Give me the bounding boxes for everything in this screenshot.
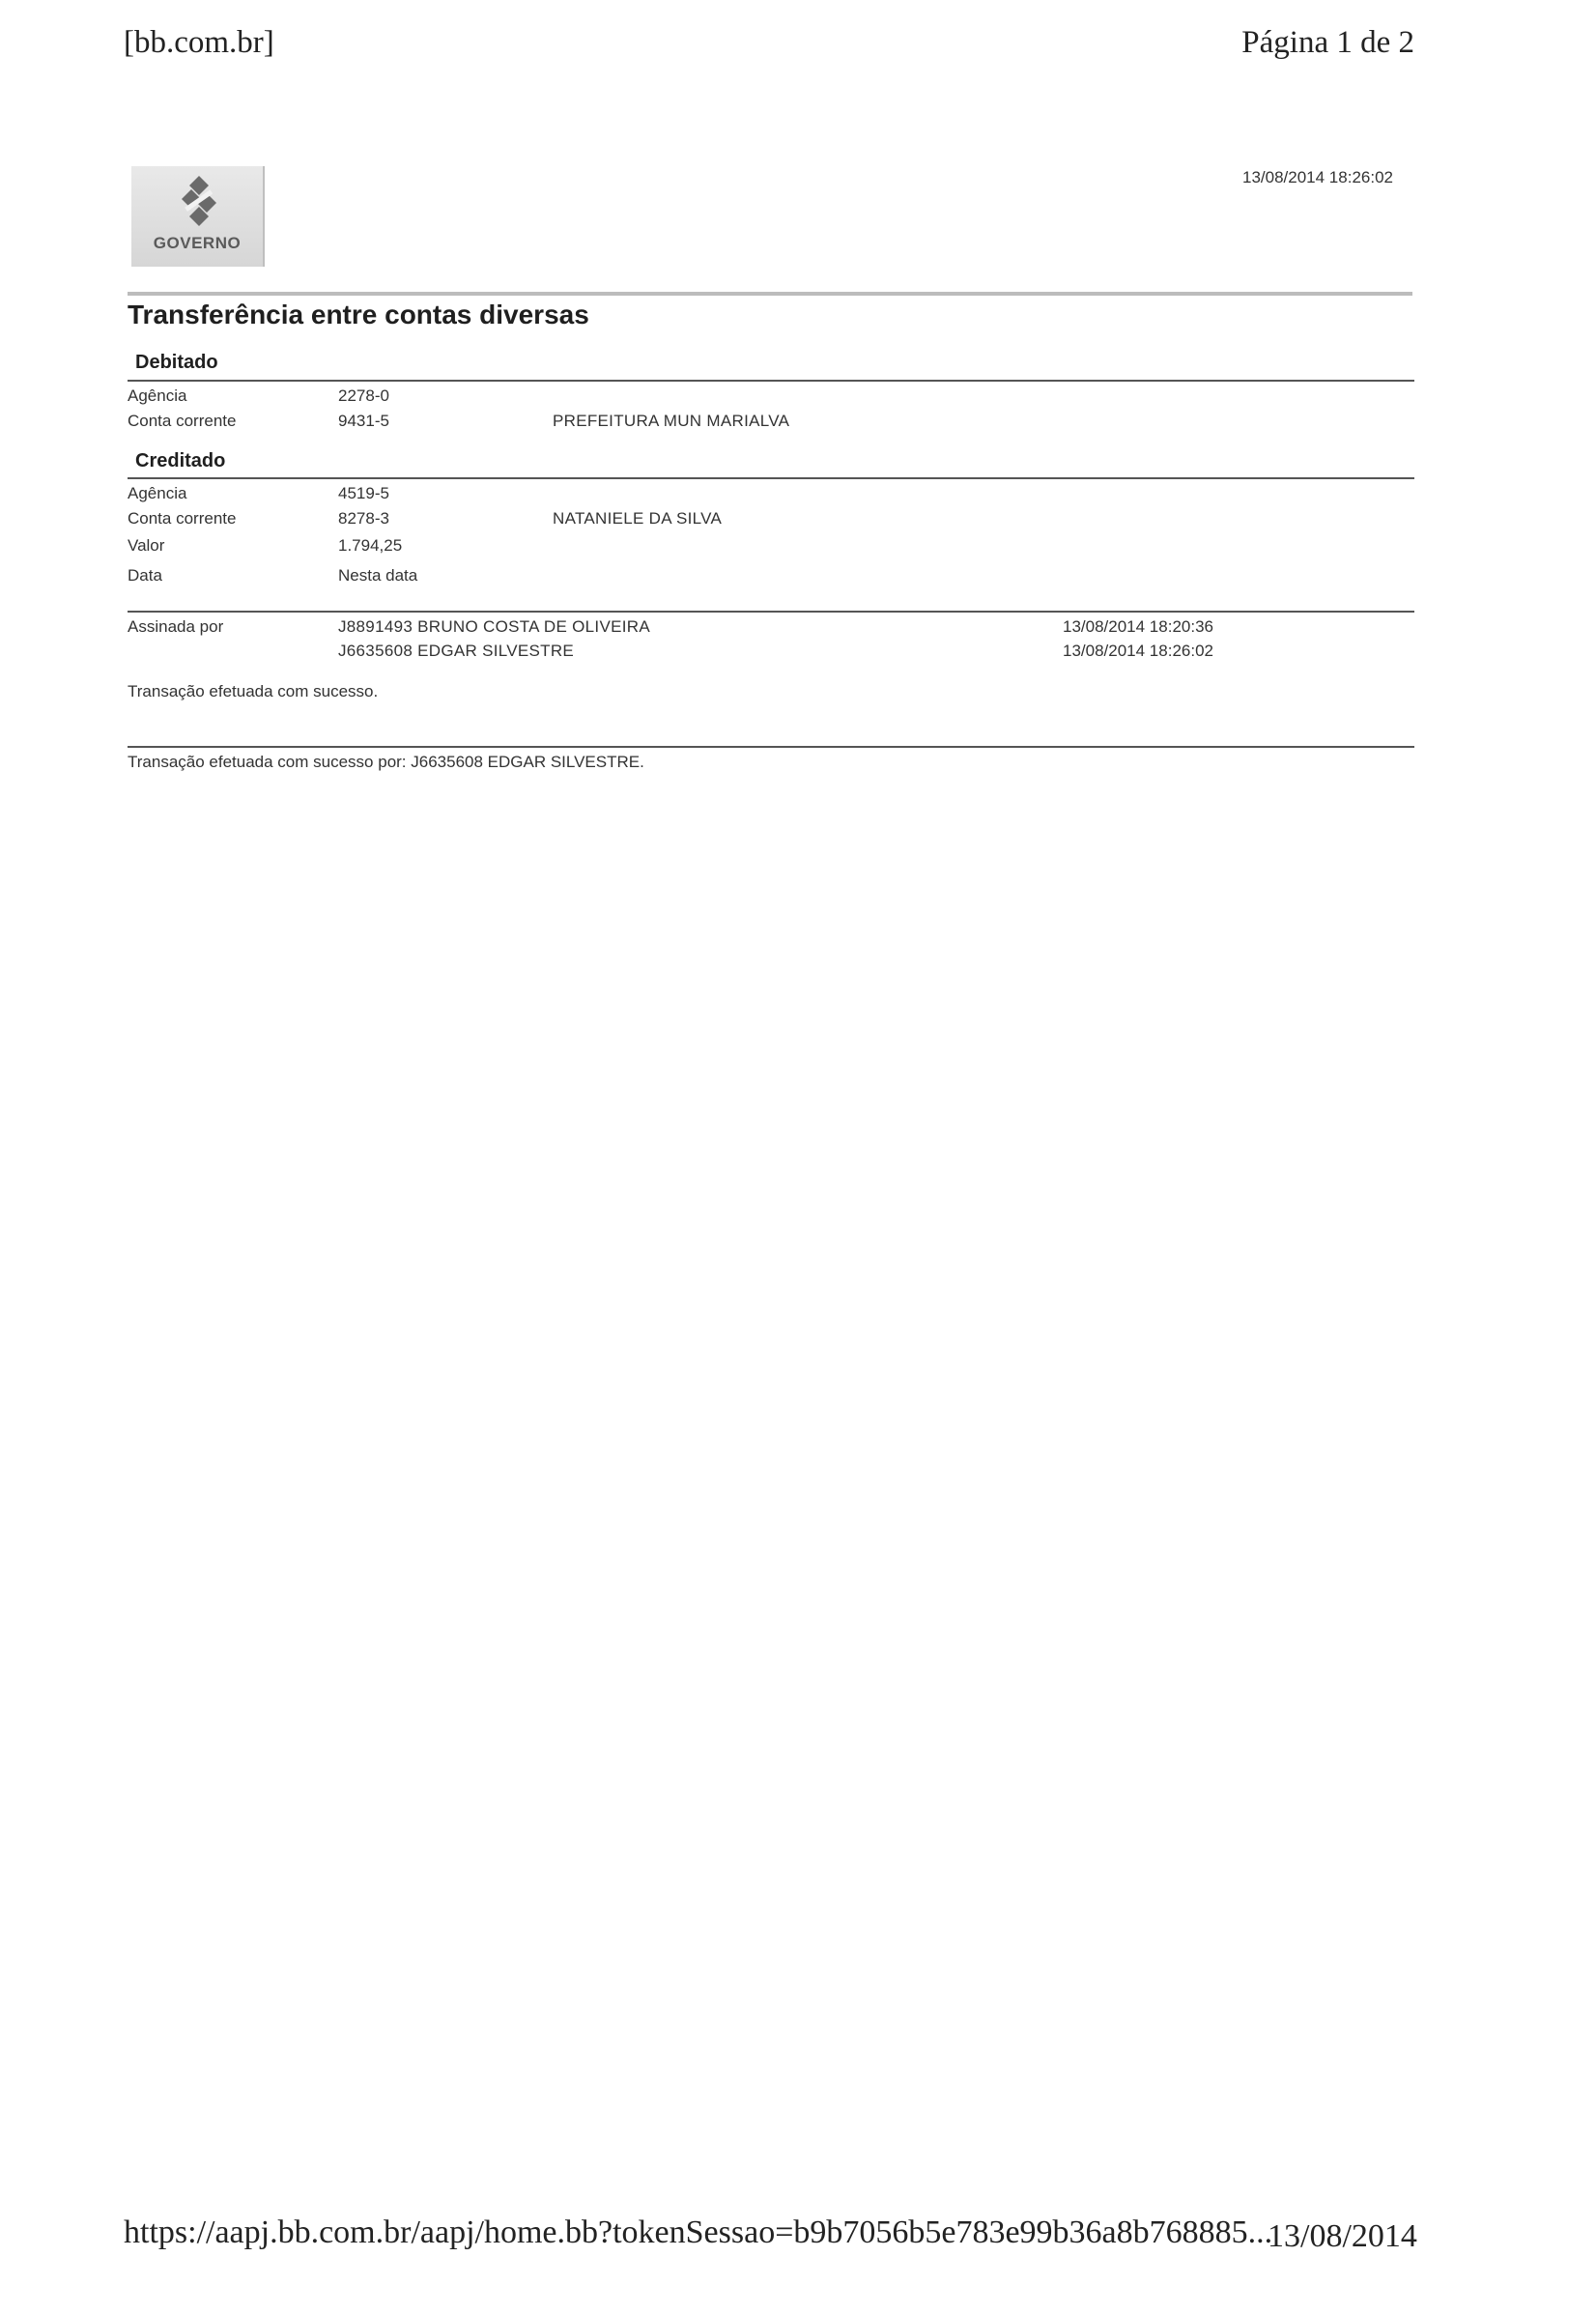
section-divider bbox=[128, 477, 1414, 479]
signer-datetime: 13/08/2014 18:26:02 bbox=[1063, 642, 1213, 660]
status-footer-message: Transação efetuada com sucesso por: J6635608 EDGAR SILVESTRE. bbox=[128, 753, 644, 771]
data-label: Data bbox=[128, 566, 162, 585]
creditado-conta-label: Conta corrente bbox=[128, 509, 237, 528]
section-heading-debitado: Debitado bbox=[135, 352, 218, 373]
data-value: Nesta data bbox=[338, 566, 418, 585]
status-message: Transação efetuada com sucesso. bbox=[128, 682, 379, 700]
creditado-agencia-label: Agência bbox=[128, 484, 187, 502]
footer-divider bbox=[128, 746, 1414, 748]
logo-text: GOVERNO bbox=[153, 234, 242, 252]
page-title: Transferência entre contas diversas bbox=[128, 300, 589, 329]
print-footer-url: https://aapj.bb.com.br/aapj/home.bb?tokenSessao=b9b7056b5e783e99b36a8b768885... bbox=[124, 2214, 1273, 2250]
debitado-conta-label: Conta corrente bbox=[128, 412, 237, 430]
debitado-agencia-label: Agência bbox=[128, 386, 187, 405]
signer-name: J8891493 BRUNO COSTA DE OLIVEIRA bbox=[338, 617, 650, 636]
print-header-site: [bb.com.br] bbox=[124, 25, 274, 60]
debitado-conta-value: 9431-5 bbox=[338, 412, 389, 430]
document-timestamp: 13/08/2014 18:26:02 bbox=[1242, 168, 1393, 186]
debitado-agencia-value: 2278-0 bbox=[338, 386, 389, 405]
valor-label: Valor bbox=[128, 536, 165, 555]
title-divider bbox=[128, 292, 1412, 296]
creditado-agencia-value: 4519-5 bbox=[338, 484, 389, 502]
signatures-divider bbox=[128, 611, 1414, 613]
bank-logo bbox=[131, 166, 265, 267]
print-header-page-number: Página 1 de 2 bbox=[1241, 25, 1414, 60]
debitado-titular: PREFEITURA MUN MARIALVA bbox=[553, 412, 790, 430]
signer-name: J6635608 EDGAR SILVESTRE bbox=[338, 642, 575, 660]
section-heading-creditado: Creditado bbox=[135, 450, 226, 471]
valor-value: 1.794,25 bbox=[338, 536, 403, 555]
assinada-por-label: Assinada por bbox=[128, 617, 224, 636]
section-divider bbox=[128, 380, 1414, 382]
creditado-titular: NATANIELE DA SILVA bbox=[553, 509, 723, 528]
creditado-conta-value: 8278-3 bbox=[338, 509, 389, 528]
banco-do-brasil-logo-icon bbox=[170, 172, 228, 230]
signer-datetime: 13/08/2014 18:20:36 bbox=[1063, 617, 1213, 636]
print-footer-date: 13/08/2014 bbox=[1268, 2218, 1417, 2254]
